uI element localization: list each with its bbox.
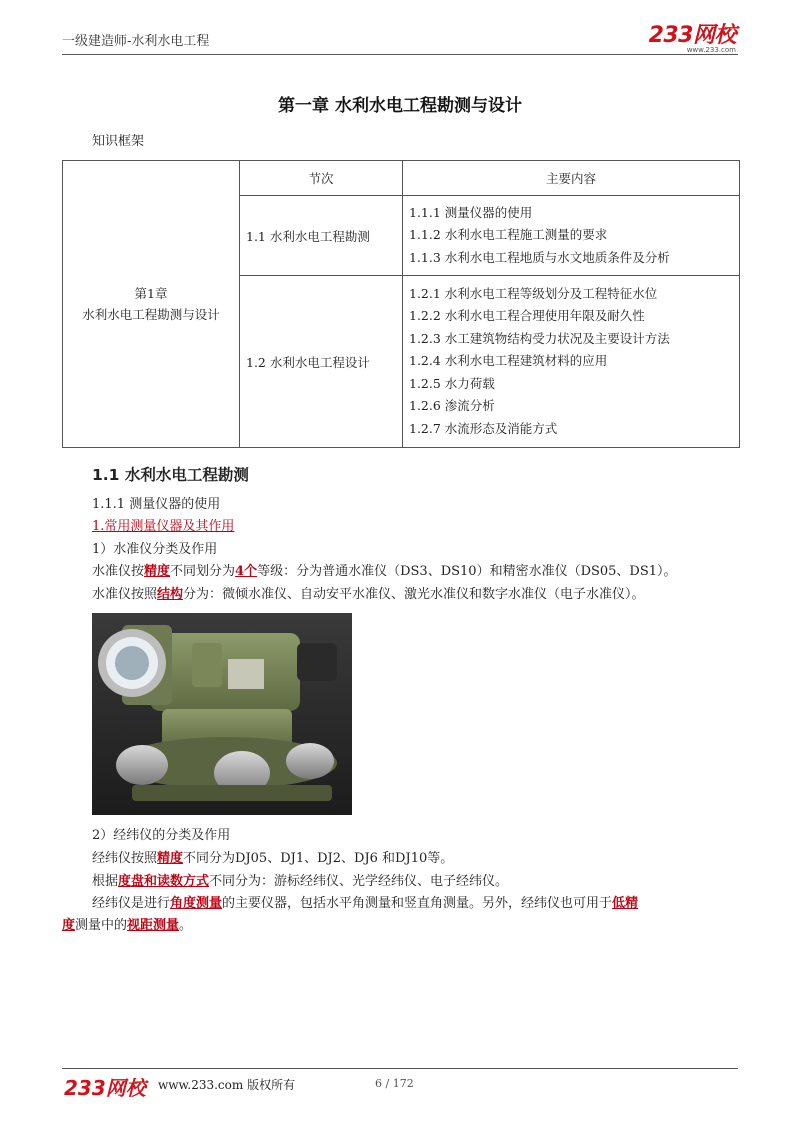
theodolite-paragraph-3: 经纬仪是进行角度测量的主要仪器，包括水平角测量和竖直角测量。另外，经纬仪也可用于低精 [92, 896, 639, 911]
brand-logo-url: www.233.com [686, 46, 736, 54]
list-item: 1.2.7 水流形态及消能方式 [409, 420, 558, 436]
keyword: 度盘和读数方式 [118, 874, 210, 889]
keyword: 精度 [157, 851, 184, 866]
footer-copyright: www.233.com 版权所有 [158, 1078, 296, 1092]
list-item: 1.2.3 水工建筑物结构受力状况及主要设计方法 [409, 330, 670, 346]
footer-divider [62, 1068, 738, 1069]
footer-logo: 233网校 [64, 1076, 146, 1100]
section-name: 1.1 水利水电工程勘测 [240, 196, 403, 276]
keyword: 低精 [612, 896, 639, 911]
keyword: 精度 [144, 564, 171, 579]
page-number: 6 / 172 [375, 1077, 414, 1090]
keyword: 度 [62, 918, 76, 933]
header-divider [62, 54, 738, 55]
keyword: 视距测量 [127, 918, 180, 933]
keyword: 角度测量 [170, 896, 223, 911]
level-paragraph-2: 水准仪按照结构分为：微倾水准仪、自动安平水准仪、激光水准仪和数字水准仪（电子水准仪）。 [92, 587, 645, 602]
list-item: 1.2.5 水力荷载 [409, 375, 495, 391]
theodolite-paragraph-1: 经纬仪按照精度不同分为DJ05、DJ1、DJ2、DJ6 和DJ10等。 [92, 851, 454, 866]
list-item: 1.2.1 水利水电工程等级划分及工程特征水位 [409, 285, 658, 301]
list-item: 1.2.6 渗流分析 [409, 398, 495, 414]
list-item: 1.1.3 水利水电工程地质与水文地质条件及分析 [409, 249, 670, 265]
chapter-title: 第一章 水利水电工程勘测与设计 [278, 96, 522, 116]
list-item: 1.2.2 水利水电工程合理使用年限及耐久性 [409, 308, 645, 324]
header-content: 主要内容 [403, 161, 740, 196]
theodolite-heading: 2）经纬仪的分类及作用 [92, 828, 231, 843]
header-section: 节次 [240, 161, 403, 196]
section-items [403, 196, 740, 276]
section-name: 1.2 水利水电工程设计 [240, 276, 403, 448]
chapter-number: 第1章 [134, 286, 168, 301]
section-items [403, 276, 740, 448]
section-heading: 1.1 水利水电工程勘测 [92, 466, 249, 484]
subsection-heading: 1.1.1 测量仪器的使用 [92, 497, 221, 512]
theodolite-paragraph-3-cont: 度测量中的视距测量。 [62, 918, 193, 933]
list-item: 1.2.4 水利水电工程建筑材料的应用 [409, 353, 608, 369]
keyword: 4个 [235, 564, 258, 579]
header-doc-title: 一级建造师-水利水电工程 [62, 34, 210, 49]
brand-logo-text: 233网校 [648, 23, 736, 48]
brand-logo [649, 18, 736, 54]
chapter-cell [63, 161, 240, 448]
table-header-row [63, 161, 740, 196]
chapter-name: 水利水电工程勘测与设计 [82, 307, 220, 322]
list-item: 1.1.1 测量仪器的使用 [409, 204, 533, 220]
level-instrument-photo [92, 613, 352, 815]
list-item: 1.1.2 水利水电工程施工测量的要求 [409, 227, 608, 243]
keyword: 结构 [157, 587, 184, 602]
key-heading: 1.常用测量仪器及其作用 [92, 519, 235, 534]
level-heading: 1）水准仪分类及作用 [92, 542, 218, 557]
level-instrument-image [92, 613, 352, 815]
framework-label: 知识框架 [92, 134, 145, 149]
theodolite-paragraph-2: 根据度盘和读数方式不同分为：游标经纬仪、光学经纬仪、电子经纬仪。 [92, 874, 509, 889]
knowledge-framework-table [62, 160, 740, 448]
level-paragraph-1: 水准仪按精度不同划分为4个等级：分为普通水准仪（DS3、DS10）和精密水准仪（DS05、DS1）。 [92, 564, 677, 579]
